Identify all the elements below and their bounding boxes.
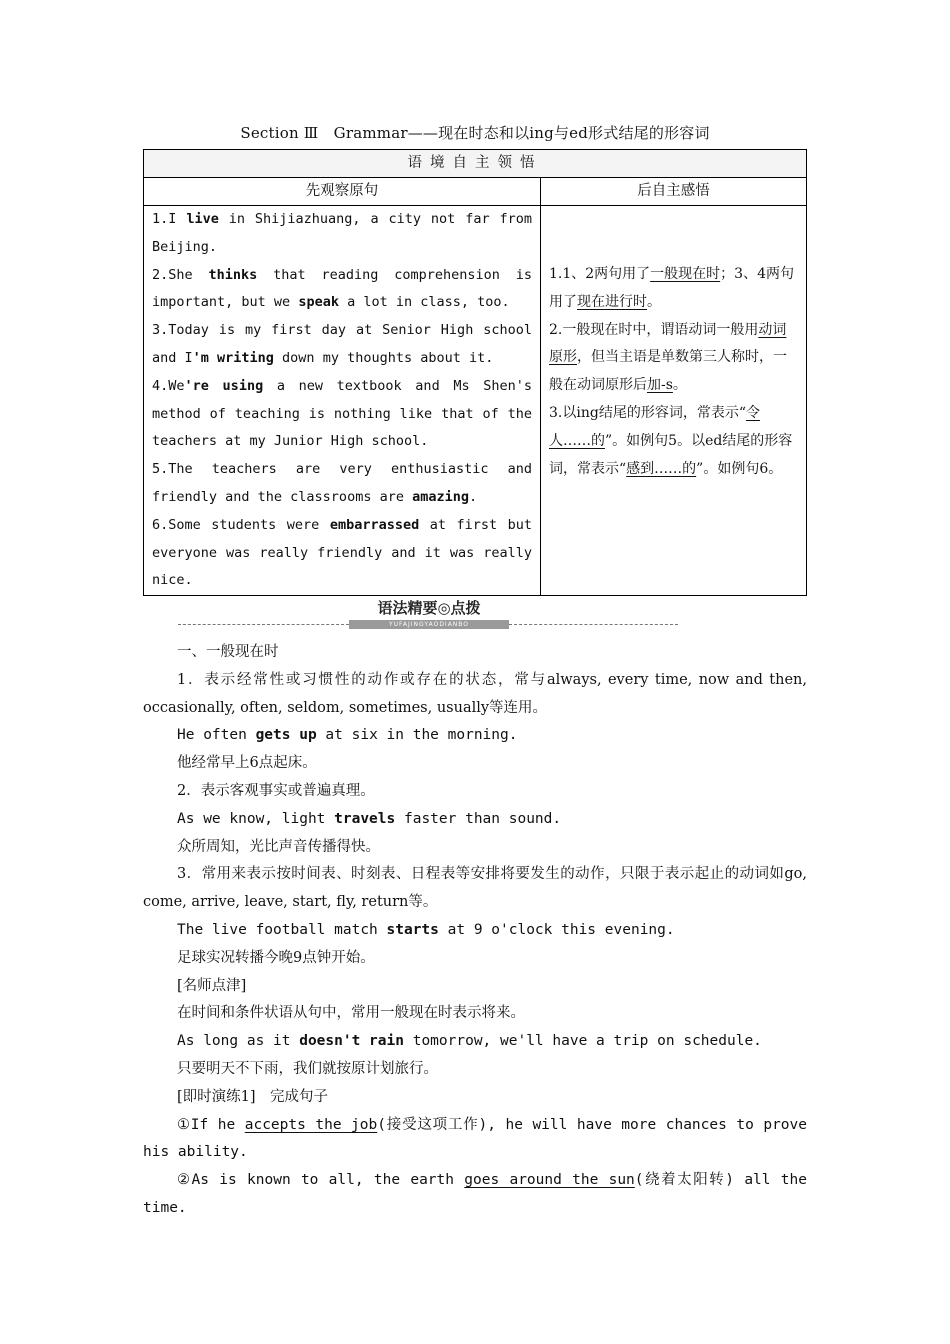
insight-2: 2.一般现在时中，谓语动词一般用动词原形，但当主语是单数第三人称时，一般在动词原形后加-s。 <box>549 321 787 394</box>
example-sentence: 6.Some students were embarrassed at first but everyone was really friendly and it was really nice. <box>152 516 532 589</box>
col-header-insight: 后自主感悟 <box>637 183 710 199</box>
banner-title-box <box>349 598 509 628</box>
banner-divider-right <box>509 624 678 625</box>
example-cn: 他经常早上6点起床。 <box>177 755 317 772</box>
insight-1: 1.1、2两句用了一般现在时；3、4两句用了现在进行时。 <box>549 266 794 310</box>
page-title: Section Ⅲ Grammar——现在时态和以ing与ed形式结尾的形容词 <box>240 124 710 142</box>
rule-3: 3．常用来表示按时间表、时刻表、日程表等安排将要发生的动作，只限于表示起止的动词如go, come, arrive, leave, start, fly, return等。 <box>143 866 807 911</box>
drill-item: ①If he accepts the job(接受这项工作), he will have more chances to prove his ability. <box>143 1116 807 1161</box>
example-sentence: 1.I live in Shijiazhuang, a city not far from Beijing. <box>152 211 532 255</box>
example-en: As long as it doesn't rain tomorrow, we'll have a trip on schedule. <box>177 1033 762 1050</box>
example-sentence: 5.The teachers are very enthusiastic and friendly and the classrooms are amazing. <box>152 461 532 505</box>
drill-answer: goes around the sun <box>464 1172 635 1189</box>
banner-title: 语法精要◎点拨 <box>377 599 481 617</box>
grammar-content <box>143 639 807 1223</box>
example-cn: 只要明天不下雨，我们就按原计划旅行。 <box>177 1060 438 1077</box>
drill-title: [即时演练1] 完成句子 <box>177 1088 329 1105</box>
example-sentences <box>144 206 541 595</box>
col-header-observe: 先观察原句 <box>144 178 541 205</box>
rule-1: 1．表示经常性或习惯性的动作或存在的状态，常与always, every time, now and then, occasionally, often, seldom, sometimes, usually等连用。 <box>143 671 807 716</box>
example-sentence: 4.We're using a new textbook and Ms Shen's method of teaching is nothing like that of the teachers at my Junior High school. <box>152 377 532 450</box>
example-en: As we know, light travels faster than sound. <box>177 810 562 827</box>
example-cn: 众所周知，光比声音传播得快。 <box>177 838 380 855</box>
table-header: 语境自主领悟 <box>144 150 806 178</box>
example-en: The live football match starts at 9 o'clock this evening. <box>177 921 675 938</box>
drill-answer: accepts the job <box>244 1116 378 1133</box>
insights <box>541 206 806 595</box>
drill-item: ②As is known to all, the earth goes around the sun(绕着太阳转) all the time. <box>143 1172 807 1216</box>
rule-2: 2．表示客观事实或普遍真理。 <box>177 782 375 799</box>
section-heading: 一、一般现在时 <box>177 644 279 660</box>
banner-divider-left <box>178 624 349 625</box>
section-banner <box>178 597 678 629</box>
tip-text: 在时间和条件状语从句中，常用一般现在时表示将来。 <box>177 1005 525 1022</box>
table-body <box>144 206 806 595</box>
example-en: He often gets up at six in the morning. <box>177 727 518 744</box>
example-sentence: 2.She thinks that reading comprehension is important, but we speak a lot in class, too. <box>152 266 532 311</box>
example-cn: 足球实况转播今晚9点钟开始。 <box>177 949 375 966</box>
table-subheader <box>144 178 806 206</box>
banner-subtitle: YUFAJINGYAODIANBO <box>349 620 509 629</box>
tip-title: [名师点津] <box>177 977 247 994</box>
insight-3: 3.以ing结尾的形容词，常表示“令人……的”。如例句5。以ed结尾的形容词，常表示“感到……的”。如例句6。 <box>549 404 793 477</box>
context-table <box>143 149 807 596</box>
example-sentence: 3.Today is my first day at Senior High school and I'm writing down my thoughts about it. <box>152 322 532 366</box>
